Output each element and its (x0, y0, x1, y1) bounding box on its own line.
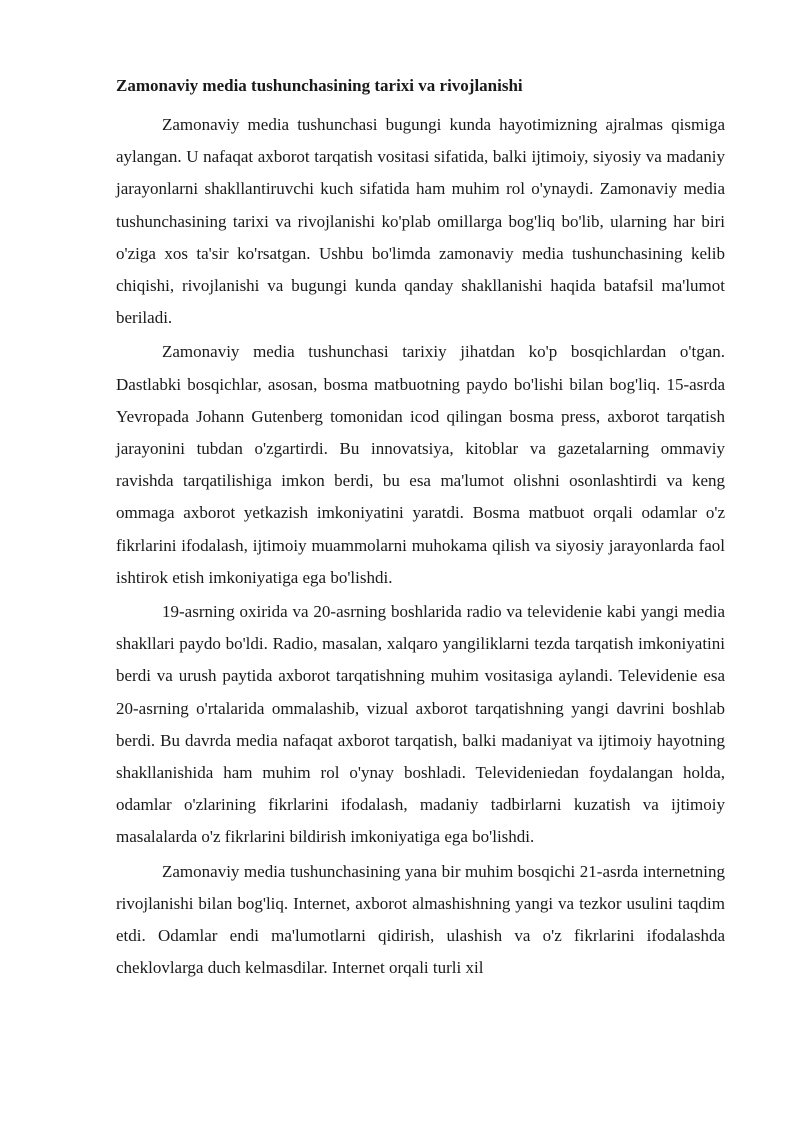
paragraph-internet: Zamonaviy media tushunchasining yana bir muhim bosqichi 21-asrda internetning rivojlanishi bilan bog'liq. Internet, axborot almashishning yangi va tezkor usulini taqdim etdi. Odamlar endi ma'lumotlarni qidirish, ulashish va o'z fikrlarini ifodalashda cheklovlarga duch kelmasdilar. Internet orqali turli xil (116, 861, 725, 978)
document-body (116, 74, 725, 986)
paragraph-print-media: Zamonaviy media tushunchasi tarixiy jihatdan ko'p bosqichlardan o'tgan. Dastlabki bosqichlar, asosan, bosma matbuotning paydo bo'lishi bilan bog'liq. 15-asrda Yevropada Johann Gutenberg tomonidan icod qilingan bosma press, axborot tarqatish jarayonini tubdan o'zgartirdi. Bu innovatsiya, kitoblar va gazetalarning ommaviy ravishda tarqatilishiga imkon berdi, bu esa ma'lumot olishni osonlashtirdi va keng ommaga axborot yetkazish imkoniyatini yaratdi. Bosma matbuot orqali odamlar o'z fikrlarini ifodalash, ijtimoiy muammolarni muhokama qilish va siyosiy jarayonlarda faol ishtirok etish imkoniyatiga ega bo'lishdi. (116, 342, 725, 587)
paragraph-radio-television: 19-asrning oxirida va 20-asrning boshlarida radio va televidenie kabi yangi media shakllari paydo bo'ldi. Radio, masalan, xalqaro yangiliklarni tezda tarqatish imkoniyatini berdi va urush paytida axborot tarqatishning muhim vositasiga aylandi. Televidenie esa 20-asrning o'rtalarida ommalashib, vizual axborot tarqatishning yangi davrini boshlab berdi. Bu davrda media nafaqat axborot tarqatish, balki madaniyat va ijtimoiy hayotning shakllanishida ham muhim rol o'ynay boshladi. Televideniedan foydalangan holda, odamlar o'zlarining fikrlarini ifodalash, madaniy tadbirlarni kuzatish va ijtimoiy masalalarda o'z fikrlarini bildirish imkoniyatiga ega bo'lishdi. (116, 602, 725, 847)
paragraph-introduction: Zamonaviy media tushunchasi bugungi kunda hayotimizning ajralmas qismiga aylangan. U nafaqat axborot tarqatish vositasi sifatida, balki ijtimoiy, siyosiy va madaniy jarayonlarni shakllantiruvchi kuch sifatida ham muhim rol o'ynaydi. Zamonaviy media tushunchasining tarixi va rivojlanishi ko'plab omillarga bog'liq bo'lib, ularning har biri o'ziga xos ta'sir ko'rsatgan. Ushbu bo'limda zamonaviy media tushunchasining kelib chiqishi, rivojlanishi va bugungi kunda qanday shakllanishi haqida batafsil ma'lumot beriladi. (116, 115, 725, 328)
section-title: Zamonaviy media tushunchasining tarixi va rivojlanishi (116, 76, 523, 95)
